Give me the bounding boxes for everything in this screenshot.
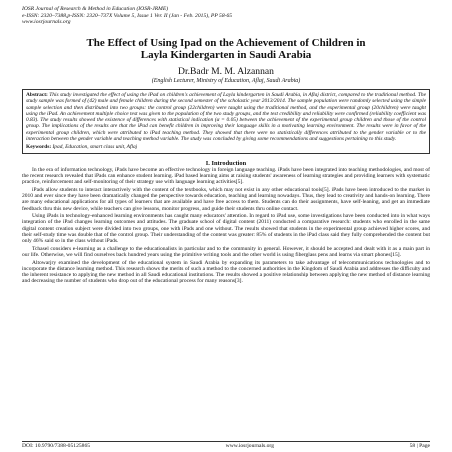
section-number: I. <box>205 159 210 167</box>
body-text <box>22 167 430 285</box>
abstract-label: Abstract: <box>26 91 48 98</box>
paragraph-5: Altowarjry examined the development of the educational system in Saudi Arabia by expanding its parameters to take advantage of telecommunications technologies and to incorporate the distance learning method. This research shows the merits of such a method to the concerned authorities in the Kingdom of Saudi Arabia and addresses the difficulty and the inherent resistance to applying the new method in all Saudi educational institutions. The results showed a positive relationship between applying the new method of distance learning and decreasing the number of students who drop out of the educational process for many reasons[3]. <box>22 259 430 285</box>
keywords <box>26 144 426 150</box>
paragraph-3: Using iPads in technology-enhanced learning environments has caught many educators' attention. In regard to iPad use, some investigations have been conducted into in what ways integration of the iPad changes learning outcomes and attitudes. The graduate school of digital content (2011) conducted a comparative research: students who enrolled in the same digital content creation subject were divided into two groups, one with iPads and one without. The results showed that students in the experimental group achieved higher scores, and their self-study time was double that of the control group. Their understanding of the content was greater: 85% of students in the iPad class said they fully comprehended the content but only 46% said so in the class without iPads. <box>22 213 430 245</box>
footer-page: 58 | Page <box>409 443 430 449</box>
title-line-2: Layla Kindergarten in Saudi Arabia <box>140 49 312 62</box>
footer-doi: DOI: 10.9790/7388-05125865 <box>22 443 91 449</box>
section-heading <box>22 160 430 167</box>
author-affiliation: (English Lecturer, Ministry of Education, Aflaj, Saudi Arabia) <box>151 77 301 84</box>
journal-issn: e-ISSN: 2320–7388,p-ISSN: 2320–737X Volume 5, Issue 1 Ver. II (Jan - Feb. 2015), PP 58-65 <box>22 12 233 19</box>
journal-name: IOSR Journal of Research & Method in Education (IOSR-JRME) <box>22 6 169 12</box>
paragraph-1: In the era of information technology, iPads have become an effective technology in foreign language teaching. iPads have been integrated into teaching methodologies, and most of the recent research revealed that iPads can enhance student learning. iPad based learning aims at raising students' awareness of learning strategies and providing learners with systematic practice, reinforcement and self-monitoring of their strategy use with language learning activities[5]. <box>22 166 430 186</box>
journal-url[interactable]: www.iosrjournals.org <box>22 19 71 26</box>
section-title: Introduction <box>211 159 247 167</box>
footer-site[interactable]: www.iosrjournals.org <box>225 443 274 449</box>
keywords-label: Keywords: <box>26 144 52 151</box>
abstract-box <box>22 89 430 154</box>
journal-header <box>22 6 430 26</box>
page-footer <box>22 441 430 450</box>
paragraph-2: iPads allow students to interact interactively with the content of the textbooks, which may not exist in any other educational tools[5]. iPads have been introduced to the market in 2010 and ever since they have been dramatically changed the perspective towards education, teaching and learning nowadays. Thus, they lead to creativity and hands-on learning. There are many educational applications for all types of learners that are available and have free access to them. Students can do their assignments, have self-leaning, and get an immediate feedback thru this new device, while teachers can give lessons, monitor progress, and guide their students thru online contact. <box>22 186 430 212</box>
paper-title <box>22 37 430 62</box>
abstract-text: This study investigated the effect of using the iPad on children's achievement of Layla kindergarten in Saudi Arabia, in Aflaj district, compared to the traditional method. The study sample was formed of (42) male and female children during the second semester of the scholastic year 2013/2014. The sample population were randomly selected using the simple sample selection and then distributed into two groups: the control group (22children) were taught using the traditional method, and the experimental group (20children) were taught using the iPad. An achievement multiple choice test was given to the population of the two study groups, and the test credibility and reliability were confirmed (reliability coefficient was 0.83). The study results showed the existence of differences with statistical indication (α = 0.05) between the achievement of the experimental group children and those of the control group. The implications of the results are that the iPad can benefit children in improving their language skills in a motivating learning environment. The results were in favor of the experimental group children, which were attributed to iPad teaching method. They showed that there were no statistically differences attributed to the gender variable or to the interaction between the gender variable and teaching method variable. The study was concluded by giving some recommendations and suggestions pertaining to this study. <box>26 91 426 143</box>
paragraph-4: Tchasel considers e-learning as a challenge to the educationalists in particular and to the community in general. However, it should be accepted and dealt with it as a main part in our life. Otherwise, we will find ourselves back hundred years using the primitive writing tools and the other world is using fiberglass pens and learns via smart phones[15]. <box>22 245 430 259</box>
keywords-text: Ipad, Education, smart class unit, Aflaj <box>51 144 138 151</box>
title-line-1: The Effect of Using Ipad on the Achievement of Children in <box>86 36 366 49</box>
author-name: Dr.Badr M. M. Alzannan <box>178 65 274 77</box>
